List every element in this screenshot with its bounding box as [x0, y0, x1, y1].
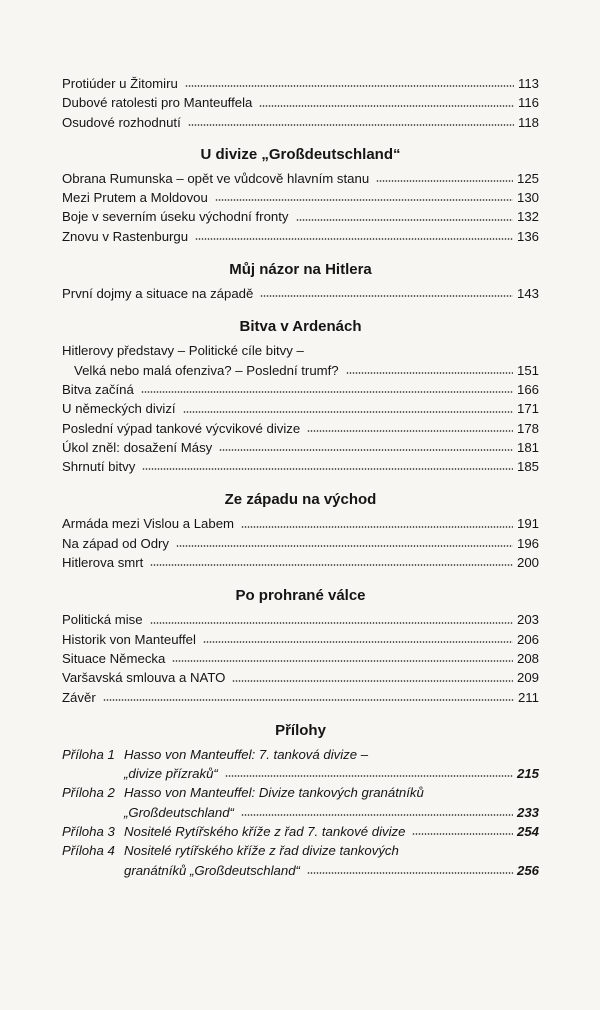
appendix-title: Hasso von Manteuffel: Divize tankových granátníků	[124, 785, 424, 801]
toc-entry	[62, 341, 539, 360]
entry-title: Poslední výpad tankové výcvikové divize	[62, 420, 301, 436]
entry-page: 178	[516, 420, 539, 436]
entry-page: 136	[516, 228, 539, 244]
toc-entry	[62, 93, 539, 112]
toc-entry	[62, 207, 539, 226]
section-heading: Ze západu na východ	[224, 491, 377, 509]
entry-page: 130	[516, 190, 539, 206]
toc-entry	[62, 361, 539, 380]
entry-page: 254	[516, 824, 539, 840]
toc-group-intro	[62, 74, 539, 132]
entry-title: Obrana Rumunska – opět ve vůdcově hlavním stanu	[62, 170, 370, 186]
dot-leader	[296, 218, 513, 222]
entry-page: 256	[516, 862, 539, 878]
entry-page: 171	[516, 401, 539, 417]
entry-title: Hitlerovy představy – Politické cíle bitvy –	[62, 343, 304, 359]
toc-entry	[62, 74, 539, 93]
entry-page: 185	[516, 459, 539, 475]
entry-page: 203	[516, 612, 539, 628]
toc-entry	[62, 457, 539, 476]
dot-leader	[232, 679, 513, 683]
dot-leader	[376, 179, 513, 183]
toc-entry	[62, 438, 539, 457]
dot-leader	[241, 525, 513, 529]
dot-leader	[346, 371, 513, 375]
entry-page: 113	[517, 76, 539, 91]
entry-title: Armáda mezi Vislou a Labem	[62, 516, 235, 532]
entry-page: 191	[516, 516, 539, 532]
toc-entry	[62, 649, 539, 668]
appendix-title: „Großdeutschland“	[124, 804, 234, 820]
section-heading: Bitva v Ardenách	[239, 318, 362, 336]
appendix-label: Příloha 2	[62, 785, 115, 801]
appendix-title: Hasso von Manteuffel: 7. tanková divize –	[124, 746, 369, 762]
dot-leader	[172, 659, 513, 663]
entry-page: 200	[516, 555, 539, 571]
entry-page: 143	[516, 286, 539, 302]
section-heading: Po prohrané válce	[235, 587, 366, 605]
toc-entry	[62, 534, 539, 553]
entry-title: Na západ od Odry	[62, 535, 170, 551]
entry-page: 206	[516, 631, 539, 647]
appendix-entry-continued	[62, 764, 539, 783]
dot-leader	[225, 774, 513, 778]
dot-leader	[188, 123, 514, 127]
entry-title: Hitlerova smrt	[62, 555, 144, 571]
entry-title: Velká nebo malá ofenziva? – Poslední trumf?	[74, 362, 339, 378]
appendix-entry	[62, 841, 539, 860]
entry-title: První dojmy a situace na západě	[62, 286, 254, 302]
toc-entry	[62, 113, 539, 132]
toc-entry	[62, 227, 539, 246]
entry-title: Znovu v Rastenburgu	[62, 228, 189, 244]
dot-leader	[103, 698, 514, 702]
entry-page: 132	[516, 209, 539, 225]
entry-page: 196	[516, 535, 539, 551]
toc-entry	[62, 688, 539, 707]
entry-title: Varšavská smlouva a NATO	[62, 670, 226, 686]
entry-page: 116	[517, 95, 539, 111]
entry-page: 208	[516, 650, 539, 666]
entry-page: 209	[516, 670, 539, 686]
entry-title: U německých divizí	[62, 401, 176, 417]
dot-leader	[141, 390, 513, 394]
dot-leader	[259, 104, 514, 108]
entry-title: Protiúder u Žitomiru	[62, 76, 178, 91]
section-heading: Můj názor na Hitlera	[229, 261, 372, 279]
entry-title: Bitva začíná	[62, 381, 134, 397]
toc-entry	[62, 380, 539, 399]
toc-entry	[62, 284, 539, 303]
dot-leader	[150, 621, 513, 625]
entry-page: 181	[516, 439, 539, 455]
entry-page: 211	[517, 689, 539, 705]
section-heading: Přílohy	[275, 721, 326, 739]
toc-entry	[62, 514, 539, 533]
entry-page: 215	[516, 766, 539, 782]
appendix-entry-continued	[62, 861, 539, 880]
appendix-title: granátníků „Großdeutschland“	[124, 862, 300, 878]
dot-leader	[142, 467, 513, 471]
table-of-contents	[62, 74, 539, 880]
section-heading: U divize „Großdeutschland“	[200, 145, 401, 163]
appendix-entry	[62, 822, 539, 841]
entry-title: Situace Německa	[62, 650, 166, 666]
dot-leader	[241, 813, 513, 817]
appendix-label: Příloha 4	[62, 843, 115, 859]
dot-leader	[203, 640, 513, 644]
entry-title: Politická mise	[62, 612, 143, 628]
toc-entry	[62, 419, 539, 438]
dot-leader	[176, 544, 513, 548]
dot-leader	[215, 198, 513, 202]
dot-leader	[183, 410, 513, 414]
entry-title: Osudové rozhodnutí	[62, 114, 181, 130]
entry-page: 166	[516, 381, 539, 397]
appendix-title: „divize přízraků“	[124, 766, 218, 782]
entry-title: Mezi Prutem a Moldovou	[62, 190, 208, 206]
toc-entry	[62, 553, 539, 572]
toc-entry	[62, 630, 539, 649]
entry-title: Závěr	[62, 689, 96, 705]
dot-leader	[412, 832, 513, 836]
toc-entry	[62, 188, 539, 207]
entry-page: 118	[517, 114, 539, 130]
entry-title: Dubové ratolesti pro Manteuffela	[62, 95, 253, 111]
appendix-title: Nositelé Rytířského kříže z řad 7. tankové divize	[124, 824, 406, 840]
toc-entry	[62, 610, 539, 629]
entry-title: Shrnutí bitvy	[62, 459, 136, 475]
appendix-label: Příloha 1	[62, 746, 115, 762]
entry-title: Úkol zněl: dosažení Másy	[62, 439, 213, 455]
dot-leader	[307, 429, 513, 433]
dot-leader	[195, 237, 513, 241]
appendix-entry	[62, 745, 539, 764]
entry-title: Historik von Manteuffel	[62, 631, 196, 647]
appendix-title: Nositelé rytířského kříže z řad divize tankových	[124, 843, 399, 859]
toc-entry	[62, 169, 539, 188]
entry-page: 233	[516, 804, 539, 820]
dot-leader	[307, 871, 513, 875]
appendix-label: Příloha 3	[62, 824, 115, 840]
toc-entry	[62, 668, 539, 687]
entry-page: 151	[516, 362, 539, 378]
dot-leader	[260, 294, 513, 298]
dot-leader	[150, 563, 513, 567]
entry-page: 125	[516, 170, 539, 186]
dot-leader	[185, 84, 514, 88]
entry-title: Boje v severním úseku východní fronty	[62, 209, 289, 225]
dot-leader	[219, 448, 513, 452]
toc-entry	[62, 399, 539, 418]
appendix-entry	[62, 783, 539, 802]
appendix-entry-continued	[62, 803, 539, 822]
